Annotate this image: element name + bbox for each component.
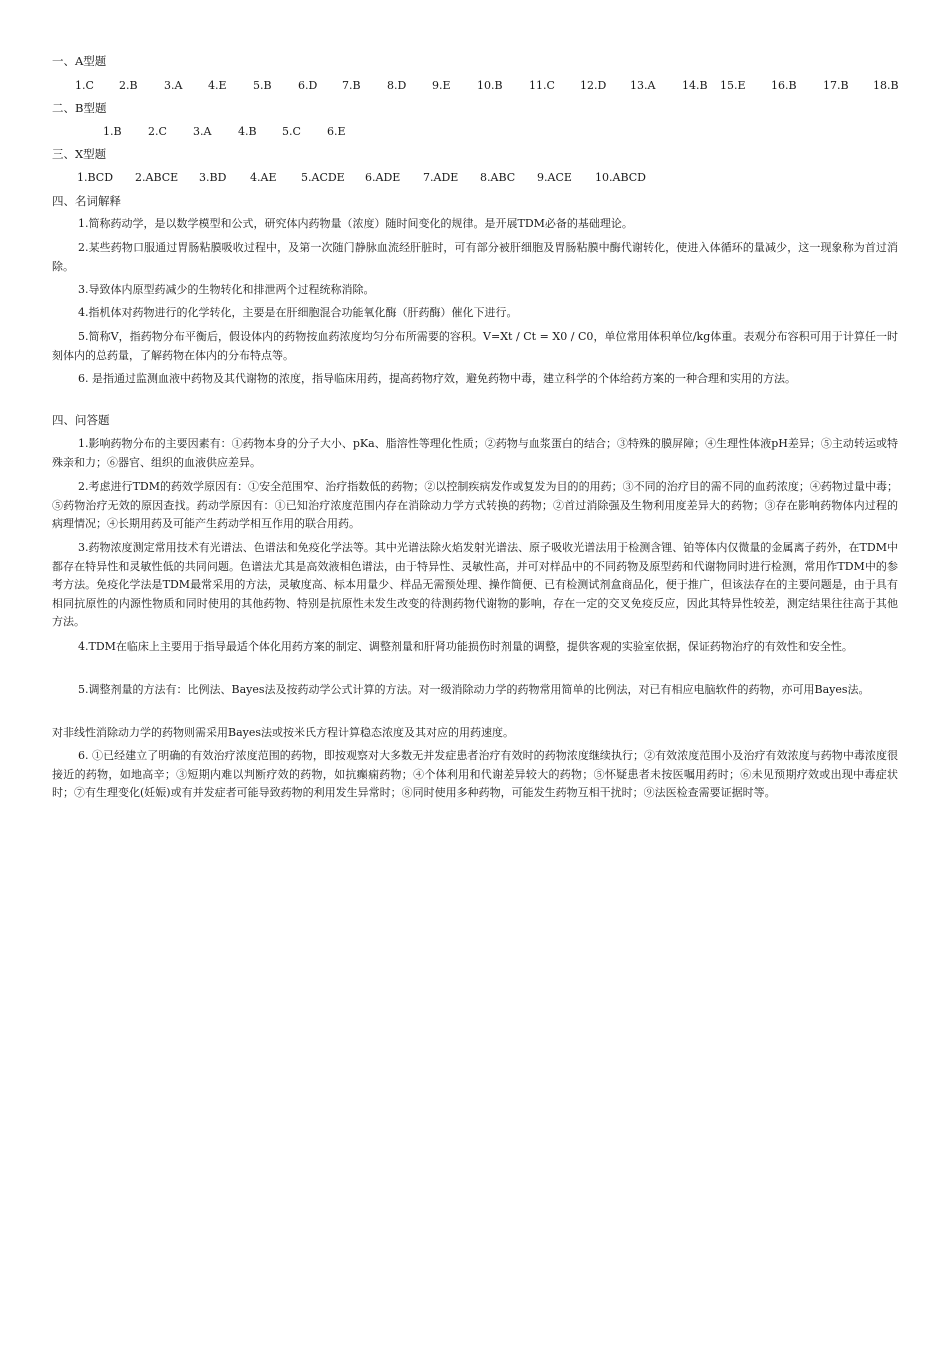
qa-item: 1.影响药物分布的主要因素有：①药物本身的分子大小、pKa、脂溶性等理化性质；②药物与血浆蛋白的结合；③特殊的膜屏障；④生理性体液pH差异；⑤主动转运或特殊亲和力；⑥器官、组织的血液供应差异。 (52, 437, 898, 469)
answer-item: 4.E (208, 79, 227, 92)
answer-item: 2.ABCE (135, 171, 179, 184)
answer-item: 4.AE (250, 171, 277, 184)
answer-item: 6.D (298, 79, 318, 92)
section-b-answers (0, 124, 951, 139)
answer-item: 7.ADE (423, 171, 459, 184)
answer-item: 13.A (630, 79, 656, 92)
answer-item: 1.B (103, 125, 122, 138)
answer-item: 3.BD (199, 171, 227, 184)
term-item: 3.导致体内原型药减少的生物转化和排泄两个过程统称消除。 (78, 283, 375, 296)
answer-item: 8.ABC (480, 171, 516, 184)
answer-item: 17.B (823, 79, 849, 92)
section-terms-heading: 四、名词解释 (52, 194, 121, 208)
answer-item: 1.BCD (77, 171, 114, 184)
answer-item: 5.ACDE (301, 171, 345, 184)
term-item: 1.简称药动学，是以数学模型和公式，研究体内药物量（浓度）随时间变化的规律。是开展TDM必备的基础理论。 (78, 217, 633, 230)
qa-item: 3.药物浓度测定常用技术有光谱法、色谱法和免疫化学法等。其中光谱法除火焰发射光谱法、原子吸收光谱法用于检测含锂、铂等体内仅微量的金属离子药外，在TDM中都存在特异性和灵敏性低的共同问题。色谱法尤其是高效液相色谱法，由于特异性、灵敏性高，并可对样品中的不同药物及原型药和代谢物同时进行检测，常用作TDM中的参考方法。免疫化学法是TDM最常采用的方法，灵敏度高、标本用量少、样品无需预处理、操作简便、已有检测试剂盒商品化，便于推广，但该法存在的主要问题是，由于具有相同抗原性的内源性物质和同时使用的其他药物、特别是抗原性未发生改变的待测药物代谢物的影响，存在一定的交叉免疫反应，因此其特异性较差，测定结果往往高于其他方法。 (52, 541, 898, 629)
term-item: 4.指机体对药物进行的化学转化，主要是在肝细胞混合功能氧化酶（肝药酶）催化下进行。 (78, 306, 518, 319)
qa-item: 5.调整剂量的方法有：比例法、Bayes法及按药动学公式计算的方法。对一级消除动力学的药物常用简单的比例法，对已有相应电脑软件的药物，亦可用Bayes法。 (78, 683, 870, 696)
term-item: 2.某些药物口服通过胃肠粘膜吸收过程中，及第一次随门静脉血流经肝脏时，可有部分被肝细胞及胃肠粘膜中酶代谢转化，使进入体循环的量减少，这一现象称为首过消除。 (52, 241, 898, 273)
term-item: 6. 是指通过监测血液中药物及其代谢物的浓度，指导临床用药，提高药物疗效，避免药物中毒，建立科学的个体给药方案的一种合理和实用的方法。 (78, 372, 796, 385)
answer-item: 6.E (327, 125, 346, 138)
qa-item: 6. ①已经建立了明确的有效治疗浓度范围的药物，即按观察对大多数无并发症患者治疗有效时的药物浓度继续执行；②有效浓度范围小及治疗有效浓度与药物中毒浓度很接近的药物，如地高辛；③短期内难以判断疗效的药物，如抗癫痫药物；④个体利用和代谢差异较大的药物；⑤怀疑患者未按医嘱用药时；⑥未见预期疗效或出现中毒症状时；⑦有生理变化(妊娠)或有并发症者可能导致药物的利用发生异常时；⑧同时使用多种药物，可能发生药物互相干扰时；⑨法医检查需要证据时等。 (52, 749, 898, 800)
answer-item: 15.E (720, 79, 746, 92)
section-x-heading: 三、X型题 (52, 147, 107, 161)
answer-item: 10.ABCD (595, 171, 646, 184)
answer-item: 11.C (529, 79, 555, 92)
answer-item: 12.D (580, 79, 607, 92)
answer-item: 16.B (771, 79, 797, 92)
answer-item: 10.B (477, 79, 503, 92)
answer-item: 2.C (148, 125, 167, 138)
qa-item: 4.TDM在临床上主要用于指导最适个体化用药方案的制定、调整剂量和肝肾功能损伤时剂量的调整，提供客观的实验室依据，保证药物治疗的有效性和安全性。 (78, 640, 853, 653)
qa-note: 对非线性消除动力学的药物则需采用Bayes法或按米氏方程计算稳态浓度及其对应的用药速度。 (52, 726, 515, 739)
answer-item: 3.A (193, 125, 212, 138)
section-a-heading: 一、A型题 (52, 54, 107, 68)
answer-item: 8.D (387, 79, 407, 92)
qa-item: 2.考虑进行TDM的药效学原因有：①安全范围窄、治疗指数低的药物；②以控制疾病发作或复发为目的的用药；③不同的治疗目的需不同的血药浓度；④药物过量中毒；⑤药物治疗无效的原因查找。药动学原因有：①已知治疗浓度范围内存在消除动力学方式转换的药物；②首过消除强及生物利用度差异大的药物；③存在影响药物体内过程的病理情况；④长期用药及可能产生药动学相互作用的联合用药。 (52, 480, 898, 531)
answer-item: 1.C (75, 79, 94, 92)
answer-item: 7.B (342, 79, 361, 92)
answer-item: 2.B (119, 79, 138, 92)
answer-item: 6.ADE (365, 171, 401, 184)
answer-item: 5.B (253, 79, 272, 92)
answer-item: 9.E (432, 79, 451, 92)
answer-item: 9.ACE (537, 171, 572, 184)
section-a-answers (0, 78, 951, 93)
answer-item: 18.B (873, 79, 899, 92)
term-item: 5.简称V，指药物分布平衡后，假设体内的药物按血药浓度均匀分布所需要的容积。V=Xt / Ct = X0 / C0，单位常用体积单位/kg体重。表观分布容积可用于计算任一时刻体内的总药量，了解药物在体内的分布特点等。 (52, 330, 898, 362)
answer-item: 4.B (238, 125, 257, 138)
section-b-heading: 二、B型题 (52, 101, 107, 115)
answer-item: 5.C (282, 125, 301, 138)
answer-item: 3.A (164, 79, 183, 92)
answer-item: 14.B (682, 79, 708, 92)
section-x-answers (0, 170, 951, 185)
section-qa-heading: 四、问答题 (52, 413, 110, 427)
